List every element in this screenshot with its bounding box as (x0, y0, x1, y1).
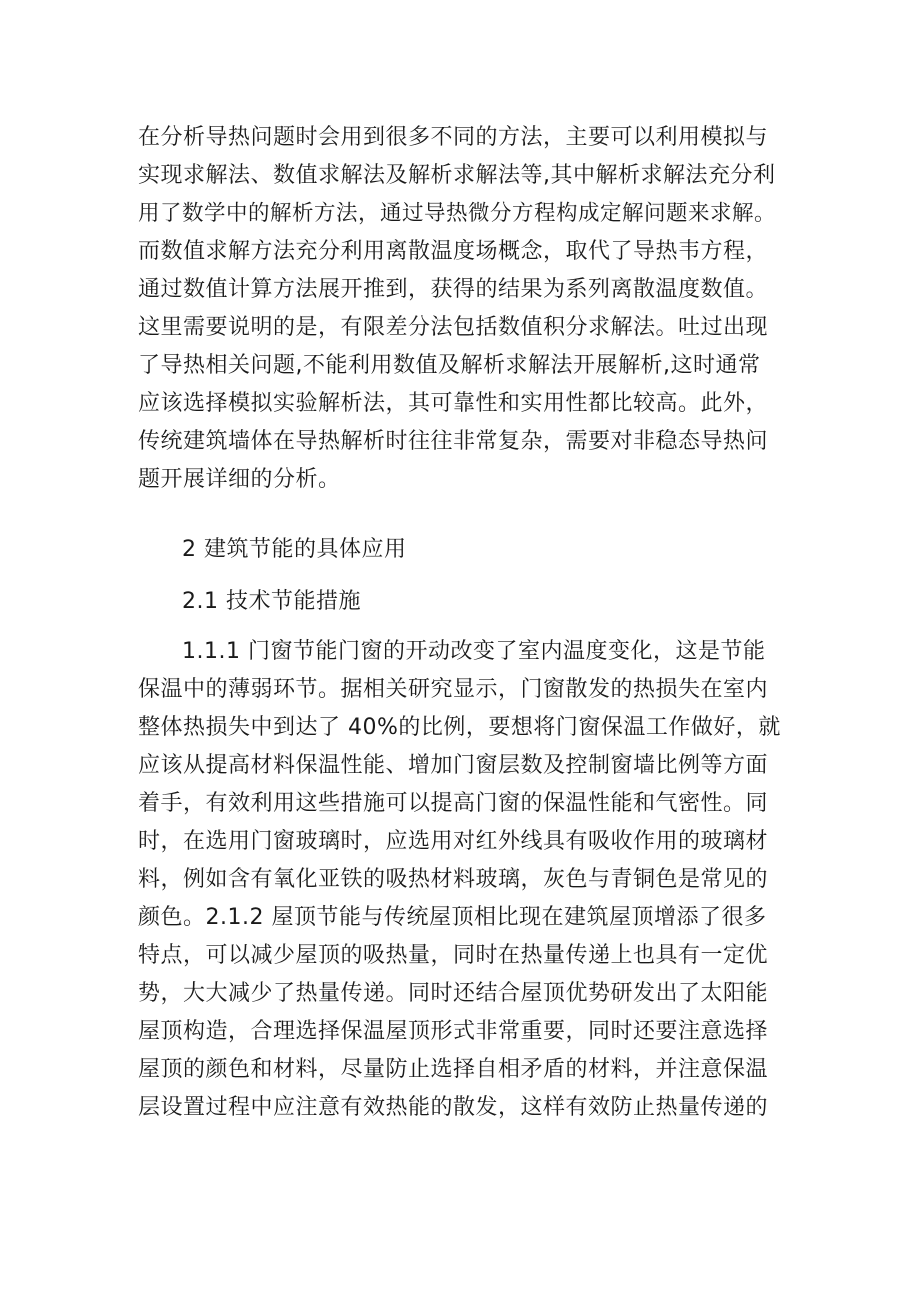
section-heading-2-1: 2.1 技术节能措施 (182, 589, 361, 614)
paragraph-line: 通过数值计算方法展开推到，获得的结果为系列离散温度数值。 (138, 277, 769, 302)
paragraph-line: 实现求解法、数值求解法及解析求解法等,其中解析求解法充分利 (138, 163, 776, 188)
paragraph-line: 题开展详细的分析。 (138, 467, 341, 492)
paragraph-line: 在分析导热问题时会用到很多不同的方法，主要可以利用模拟与 (138, 125, 769, 150)
paragraph-line: 传统建筑墙体在导热解析时往往非常复杂，需要对非稳态导热问 (138, 429, 769, 454)
paragraph-line: 保温中的薄弱环节。据相关研究显示，门窗散发的热损失在室内 (138, 677, 769, 702)
paragraph-line: 屋顶构造，合理选择保温屋顶形式非常重要，同时还要注意选择 (138, 1019, 769, 1044)
paragraph-line: 势，大大减少了热量传递。同时还结合屋顶优势研发出了太阳能 (138, 981, 769, 1006)
paragraph-line: 这里需要说明的是，有限差分法包括数值积分求解法。吐过出现 (138, 315, 769, 340)
paragraph-line: 用了数学中的解析方法，通过导热微分方程构成定解问题来求解。 (138, 201, 777, 226)
paragraph-line: 着手，有效利用这些措施可以提高门窗的保温性能和气密性。同 (138, 791, 769, 816)
paragraph-line: 而数值求解方法充分利用离散温度场概念，取代了导热韦方程， (138, 239, 769, 264)
paragraph-line: 应该选择模拟实验解析法，其可靠性和实用性都比较高。此外， (138, 391, 769, 416)
paragraph-line: 1.1.1 门窗节能门窗的开动改变了室内温度变化，这是节能 (182, 639, 766, 664)
paragraph-line: 层设置过程中应注意有效热能的散发，这样有效防止热量传递的 (138, 1095, 769, 1120)
paragraph-line: 应该从提高材料保温性能、增加门窗层数及控制窗墙比例等方面 (138, 753, 769, 778)
paragraph-line: 料，例如含有氧化亚铁的吸热材料玻璃，灰色与青铜色是常见的 (138, 867, 769, 892)
paragraph-line: 屋顶的颜色和材料，尽量防止选择自相矛盾的材料，并注意保温 (138, 1057, 769, 1082)
paragraph-line: 时，在选用门窗玻璃时，应选用对红外线具有吸收作用的玻璃材 (138, 829, 769, 854)
paragraph-line: 了导热相关问题,不能利用数值及解析求解法开展解析,这时通常 (138, 353, 761, 378)
paragraph-line: 颜色。2.1.2 屋顶节能与传统屋顶相比现在建筑屋顶增添了很多 (138, 905, 767, 930)
section-heading-2: 2 建筑节能的具体应用 (182, 537, 407, 562)
paragraph-line: 整体热损失中到达了 40%的比例，要想将门窗保温工作做好，就 (138, 715, 781, 740)
paragraph-line: 特点，可以减少屋顶的吸热量，同时在热量传递上也具有一定优 (138, 943, 769, 968)
